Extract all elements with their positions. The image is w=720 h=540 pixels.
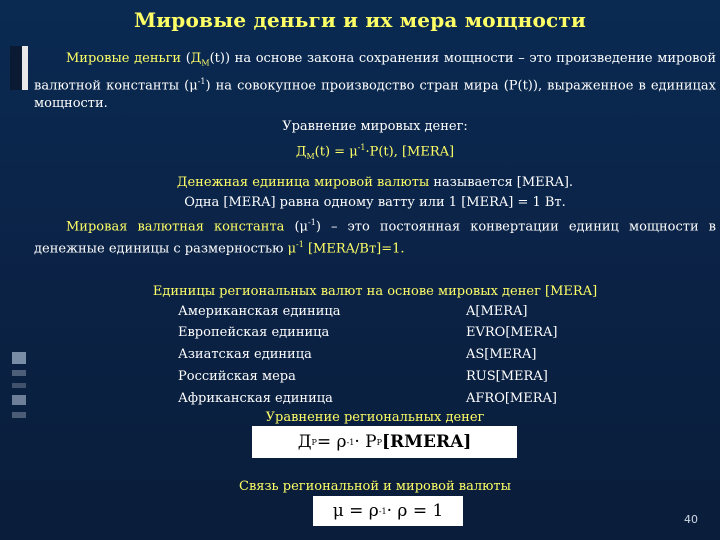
unit-code: RUS[MERA] xyxy=(466,369,548,384)
world-equation xyxy=(34,139,716,166)
formula-exp: -1 xyxy=(378,506,387,516)
unit-code: AS[MERA] xyxy=(466,347,537,362)
slide-title: Мировые деньги и их мера мощности xyxy=(133,8,587,32)
term-world-money: Мировые деньги xyxy=(66,51,182,66)
formula-sub: Р xyxy=(311,437,317,447)
unit-code: A[MERA] xyxy=(466,304,528,319)
formula-text: = ρ xyxy=(316,432,347,452)
eq-text: ·P(t), [MERA] xyxy=(365,144,455,160)
unit-code: AFRO[MERA] xyxy=(466,391,557,406)
paragraph-text: (t)) на основе закона сохранения мощности – это произведение мировой валютной константы (μ xyxy=(34,51,716,93)
formula-text: · ρ = 1 xyxy=(386,501,444,521)
term-monetary-unit: Денежная единица мировой валюты xyxy=(176,175,430,190)
unit-code: EVRO[MERA] xyxy=(466,325,558,340)
deco-bar xyxy=(12,370,26,376)
link-label: Связь региональной и мировой валюты xyxy=(239,479,511,494)
unit-name: Африканская единица xyxy=(178,391,333,406)
line-text: называется [MERA]. xyxy=(429,175,574,190)
exponent: -1 xyxy=(197,76,206,86)
unit-name: Российская мера xyxy=(178,369,296,384)
symbol-d-sub: М xyxy=(201,58,210,68)
eq-exp: -1 xyxy=(357,143,366,152)
exponent: -1 xyxy=(308,218,316,227)
deco-bar xyxy=(12,412,26,418)
line-text: ) – это постоянная конвертации единиц мощности в денежные единицы с размерностью xyxy=(34,219,716,257)
paragraph-world-money: Мировые деньги $(Д_М(t))$ на основе закона сохранения мощности – это произведение мировой валютной константы $(\mu^{-1})$ на совокупное производство стран мира (P(t)), выраженное в единицах мощности. xyxy=(34,51,716,111)
regional-equation-label: Уравнение региональных денег xyxy=(265,410,485,425)
term-currency-constant: Мировая валютная константа xyxy=(66,219,285,235)
dimension-symbol: μ xyxy=(287,241,297,257)
eq-text: (t) = μ xyxy=(314,144,358,160)
formula-text: μ = ρ xyxy=(332,501,379,521)
paragraph-text: ) на совокупное производство стран мира (P(t)), выраженное в единицах мощности. xyxy=(34,77,716,111)
world-equation-label: Уравнение мировых денег: xyxy=(282,119,468,134)
deco-bar xyxy=(12,383,26,388)
formula-text: · Р xyxy=(354,432,377,452)
deco-bar xyxy=(12,395,26,405)
unit-name: Азиатская единица xyxy=(178,347,312,362)
mera-definition: Одна [MERA] равна одному ватту или 1 [MERA] = 1 Вт. xyxy=(184,195,566,210)
dimension-text: [MERA/Вт]=1. xyxy=(303,241,405,257)
dimension-exp: -1 xyxy=(296,240,304,250)
left-decoration xyxy=(0,0,30,540)
eq-sub: М xyxy=(306,151,315,161)
deco-bar xyxy=(12,352,26,364)
unit-name: Американская единица xyxy=(178,304,341,319)
formula-unit: [RMERA] xyxy=(382,432,472,452)
units-heading: Единицы региональных валют на основе мировых денег [MERA] xyxy=(152,284,598,299)
unit-name: Европейская единица xyxy=(178,325,330,340)
deco-bar xyxy=(10,46,22,90)
constant-paragraph xyxy=(34,214,716,259)
monetary-unit-line xyxy=(34,174,716,192)
formula-symbol: Д xyxy=(297,432,312,452)
eq-symbol: Д xyxy=(295,144,307,160)
page-number: 40 xyxy=(684,513,698,526)
symbol-d: Д xyxy=(190,51,202,66)
line-text: (μ xyxy=(284,219,309,235)
regional-equation-formula xyxy=(252,426,517,458)
deco-bar xyxy=(22,46,28,90)
link-formula xyxy=(313,496,463,526)
formula-sub: Р xyxy=(376,437,382,447)
formula-exp: -1 xyxy=(346,437,355,447)
